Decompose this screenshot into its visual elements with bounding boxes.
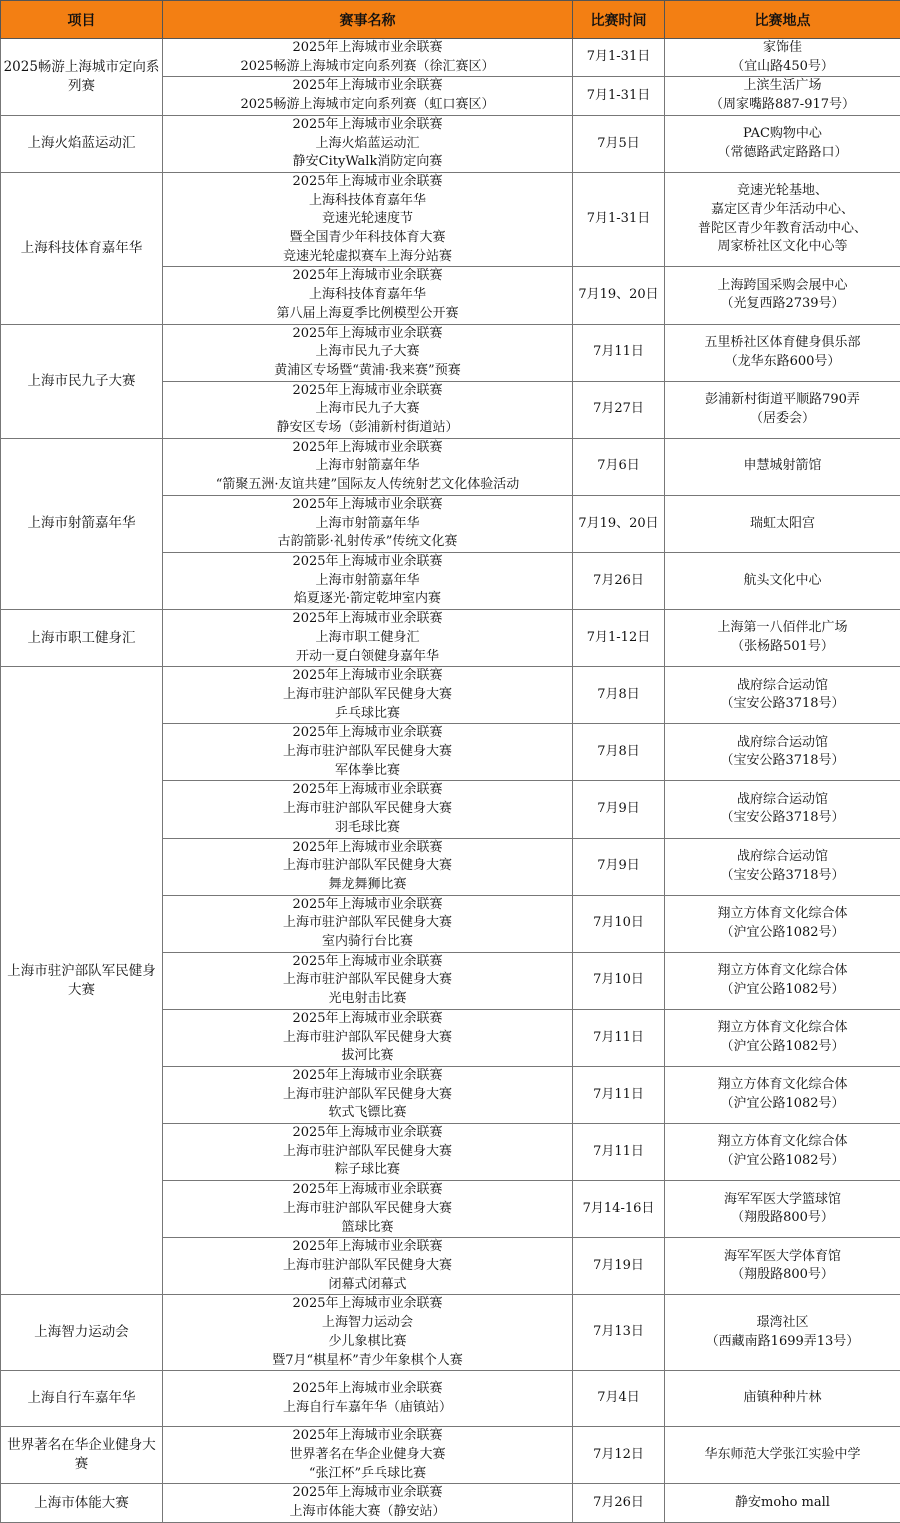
event-place-cell: [665, 724, 900, 781]
event-time-cell: [573, 495, 665, 552]
project-name: 上海市射箭嘉年华: [3, 514, 160, 533]
event-place-line: PAC购物中心: [667, 125, 898, 144]
event-place-cell: [665, 1295, 900, 1371]
event-place-line: （宝安公路3718号）: [667, 867, 898, 886]
event-time: 7月14-16日: [575, 1200, 662, 1219]
event-name-cell: [163, 838, 573, 895]
event-place-line: （宝安公路3718号）: [667, 752, 898, 771]
event-name-line: 2025年上海城市业余联赛: [165, 267, 570, 286]
event-name-line: 上海市驻沪部队军民健身大赛: [165, 1257, 570, 1276]
event-place-line: （沪宜公路1082号）: [667, 1038, 898, 1057]
event-name-line: 2025年上海城市业余联赛: [165, 1238, 570, 1257]
event-time: 7月19、20日: [575, 286, 662, 305]
event-name-line: 2025年上海城市业余联赛: [165, 439, 570, 458]
project-cell: [1, 1295, 163, 1371]
event-name-cell: [163, 952, 573, 1009]
event-name-line: 焰夏逐光·箭定乾坤室内赛: [165, 590, 570, 609]
event-place-line: （沪宜公路1082号）: [667, 1095, 898, 1114]
event-time: 7月27日: [575, 400, 662, 419]
event-place-line: （沪宜公路1082号）: [667, 1152, 898, 1171]
event-name-cell: [163, 1009, 573, 1066]
event-place-line: （翔殷路800号）: [667, 1209, 898, 1228]
event-name-cell: [163, 1124, 573, 1181]
event-time: 7月26日: [575, 1494, 662, 1513]
event-time: 7月13日: [575, 1323, 662, 1342]
table-row: [1, 1371, 900, 1427]
event-name-line: 上海市驻沪部队军民健身大赛: [165, 1143, 570, 1162]
event-name-line: 闭幕式闭幕式: [165, 1276, 570, 1295]
project-name: 上海市驻沪部队军民健身大赛: [3, 962, 160, 1000]
event-time: 7月8日: [575, 686, 662, 705]
event-name-cell: [163, 381, 573, 438]
event-name-line: 2025畅游上海城市定向系列赛（虹口赛区）: [165, 96, 570, 115]
event-time-cell: [573, 1484, 665, 1522]
event-place-line: （常德路武定路路口）: [667, 144, 898, 163]
event-time-cell: [573, 610, 665, 667]
event-time-cell: [573, 1066, 665, 1123]
event-place-line: 家饰佳: [667, 39, 898, 58]
event-place-line: 上海跨国采购会展中心: [667, 277, 898, 296]
table-row: [1, 1484, 900, 1522]
event-name-cell: [163, 1181, 573, 1238]
event-time-cell: [573, 77, 665, 115]
event-name-line: 2025年上海城市业余联赛: [165, 839, 570, 858]
event-name-line: 古韵箭影·礼射传承”传统文化赛: [165, 533, 570, 552]
event-place-line: 嘉定区青少年活动中心、: [667, 201, 898, 220]
project-cell: [1, 324, 163, 438]
event-name-line: 舞龙舞狮比赛: [165, 876, 570, 895]
event-name-line: 2025年上海城市业余联赛: [165, 667, 570, 686]
event-time: 7月1-31日: [575, 210, 662, 229]
event-place-cell: [665, 267, 900, 324]
event-name-cell: [163, 1427, 573, 1484]
event-name-line: 2025年上海城市业余联赛: [165, 382, 570, 401]
event-time: 7月11日: [575, 343, 662, 362]
event-place-line: 静安moho mall: [667, 1494, 898, 1513]
event-time: 7月9日: [575, 800, 662, 819]
event-name-line: 粽子球比赛: [165, 1161, 570, 1180]
event-name-line: 2025畅游上海城市定向系列赛（徐汇赛区）: [165, 58, 570, 77]
event-name-line: 竞速光轮速度节: [165, 210, 570, 229]
event-place-line: 彭浦新村街道平顺路790弄: [667, 391, 898, 410]
event-place-line: 上海第一八佰伴北广场: [667, 619, 898, 638]
event-name-line: 上海市民九子大赛: [165, 343, 570, 362]
event-name-line: 2025年上海城市业余联赛: [165, 953, 570, 972]
table-row: [1, 324, 900, 381]
table-row: [1, 39, 900, 77]
event-time: 7月11日: [575, 1086, 662, 1105]
table-row: [1, 172, 900, 267]
event-place-cell: [665, 667, 900, 724]
event-name-line: 军体拳比赛: [165, 762, 570, 781]
project-name: 上海自行车嘉年华: [3, 1389, 160, 1408]
event-place-cell: [665, 172, 900, 267]
event-name-line: 上海市射箭嘉年华: [165, 572, 570, 591]
event-time-cell: [573, 838, 665, 895]
event-time-cell: [573, 952, 665, 1009]
event-place-line: （沪宜公路1082号）: [667, 981, 898, 1000]
event-name-line: 2025年上海城市业余联赛: [165, 1295, 570, 1314]
event-place-line: （龙华东路600号）: [667, 353, 898, 372]
event-name-line: 2025年上海城市业余联赛: [165, 173, 570, 192]
event-name-cell: [163, 172, 573, 267]
event-place-line: 璟湾社区: [667, 1314, 898, 1333]
event-place-line: 五里桥社区体育健身俱乐部: [667, 334, 898, 353]
event-name-line: 2025年上海城市业余联赛: [165, 896, 570, 915]
event-time: 7月8日: [575, 743, 662, 762]
event-time-cell: [573, 1371, 665, 1427]
event-name-line: 第八届上海夏季比例模型公开赛: [165, 305, 570, 324]
header-row: [1, 1, 900, 39]
event-place-line: 周家桥社区文化中心等: [667, 238, 898, 257]
event-name-line: 2025年上海城市业余联赛: [165, 553, 570, 572]
event-name-line: 少儿象棋比赛: [165, 1333, 570, 1352]
event-name-line: 上海市职工健身汇: [165, 629, 570, 648]
project-name: 上海市民九子大赛: [3, 372, 160, 391]
project-name: 2025畅游上海城市定向系列赛: [3, 58, 160, 96]
project-name: 上海科技体育嘉年华: [3, 239, 160, 258]
event-name-line: 上海市驻沪部队军民健身大赛: [165, 857, 570, 876]
event-time-cell: [573, 1427, 665, 1484]
event-place-cell: [665, 39, 900, 77]
event-name-cell: [163, 610, 573, 667]
event-place-cell: [665, 495, 900, 552]
event-name-cell: [163, 895, 573, 952]
event-name-line: 上海市射箭嘉年华: [165, 515, 570, 534]
event-time-cell: [573, 781, 665, 838]
event-place-line: （张杨路501号）: [667, 638, 898, 657]
event-name-cell: [163, 552, 573, 609]
event-name-line: 上海市驻沪部队军民健身大赛: [165, 743, 570, 762]
event-place-cell: [665, 552, 900, 609]
event-name-line: 2025年上海城市业余联赛: [165, 116, 570, 135]
event-place-cell: [665, 381, 900, 438]
event-time: 7月26日: [575, 572, 662, 591]
table-row: [1, 667, 900, 724]
project-cell: [1, 1484, 163, 1522]
project-cell: [1, 610, 163, 667]
event-place-line: 海军军医大学体育馆: [667, 1248, 898, 1267]
event-time: 7月1-31日: [575, 48, 662, 67]
event-place-line: （沪宜公路1082号）: [667, 924, 898, 943]
event-name-cell: [163, 438, 573, 495]
event-name-line: 上海科技体育嘉年华: [165, 192, 570, 211]
event-time-cell: [573, 39, 665, 77]
event-time-cell: [573, 1295, 665, 1371]
event-place-cell: [665, 77, 900, 115]
event-time-cell: [573, 115, 665, 172]
event-place-line: 庙镇种种片林: [667, 1389, 898, 1408]
event-name-cell: [163, 1238, 573, 1295]
project-name: 上海市职工健身汇: [3, 629, 160, 648]
event-name-line: 上海市驻沪部队军民健身大赛: [165, 1086, 570, 1105]
project-cell: [1, 1371, 163, 1427]
event-place-cell: [665, 1484, 900, 1522]
event-name-line: 2025年上海城市业余联赛: [165, 724, 570, 743]
event-time: 7月19、20日: [575, 515, 662, 534]
event-time: 7月11日: [575, 1143, 662, 1162]
event-place-line: 竞速光轮基地、: [667, 182, 898, 201]
event-name-cell: [163, 1295, 573, 1371]
project-name: 上海火焰蓝运动汇: [3, 134, 160, 153]
event-place-line: 翔立方体育文化综合体: [667, 905, 898, 924]
event-time: 7月1-12日: [575, 629, 662, 648]
event-time-cell: [573, 667, 665, 724]
event-place-line: （光复西路2739号）: [667, 295, 898, 314]
event-name-cell: [163, 1484, 573, 1522]
event-place-cell: [665, 1238, 900, 1295]
event-time-cell: [573, 438, 665, 495]
event-time: 7月9日: [575, 857, 662, 876]
event-name-cell: [163, 1371, 573, 1427]
event-place-line: 战府综合运动馆: [667, 734, 898, 753]
event-name-line: 静安区专场（彭浦新村街道站）: [165, 419, 570, 438]
event-place-line: 翔立方体育文化综合体: [667, 1076, 898, 1095]
event-place-line: 翔立方体育文化综合体: [667, 1019, 898, 1038]
event-name-cell: [163, 39, 573, 77]
event-place-line: （西藏南路1699弄13号）: [667, 1333, 898, 1352]
event-name-cell: [163, 667, 573, 724]
event-name-line: 暨7月“棋星杯”青少年象棋个人赛: [165, 1352, 570, 1371]
event-name-cell: [163, 1066, 573, 1123]
event-name-cell: [163, 495, 573, 552]
event-name-line: 2025年上海城市业余联赛: [165, 77, 570, 96]
event-time-cell: [573, 324, 665, 381]
event-name-line: 开动一夏白领健身嘉年华: [165, 648, 570, 667]
project-cell: [1, 172, 163, 324]
event-time-cell: [573, 267, 665, 324]
table-row: [1, 610, 900, 667]
table-row: [1, 1295, 900, 1371]
event-place-cell: [665, 781, 900, 838]
event-place-line: （宝安公路3718号）: [667, 695, 898, 714]
event-name-line: 拔河比赛: [165, 1047, 570, 1066]
event-name-line: 乒乓球比赛: [165, 705, 570, 724]
event-name-line: 2025年上海城市业余联赛: [165, 610, 570, 629]
event-time: 7月12日: [575, 1446, 662, 1465]
event-name-line: 黄浦区专场暨“黄浦·我来赛”预赛: [165, 362, 570, 381]
event-place-cell: [665, 952, 900, 1009]
table-row: [1, 1427, 900, 1484]
event-place-line: 华东师范大学张江实验中学: [667, 1446, 898, 1465]
event-time-cell: [573, 1181, 665, 1238]
event-time: 7月19日: [575, 1257, 662, 1276]
event-name-line: 上海市民九子大赛: [165, 400, 570, 419]
event-name-line: 2025年上海城市业余联赛: [165, 39, 570, 58]
event-name-line: 静安CityWalk消防定向赛: [165, 153, 570, 172]
event-place-cell: [665, 1181, 900, 1238]
event-name-line: 上海火焰蓝运动汇: [165, 135, 570, 154]
event-time: 7月10日: [575, 971, 662, 990]
event-name-line: 2025年上海城市业余联赛: [165, 325, 570, 344]
event-name-line: 2025年上海城市业余联赛: [165, 1484, 570, 1503]
event-name-line: 2025年上海城市业余联赛: [165, 1124, 570, 1143]
project-name: 上海智力运动会: [3, 1323, 160, 1342]
event-name-line: 2025年上海城市业余联赛: [165, 1010, 570, 1029]
event-name-line: 篮球比赛: [165, 1219, 570, 1238]
event-place-cell: [665, 1371, 900, 1427]
header-event-name: 赛事名称: [163, 1, 573, 39]
event-place-cell: [665, 438, 900, 495]
event-name-cell: [163, 115, 573, 172]
event-name-line: 上海市驻沪部队军民健身大赛: [165, 914, 570, 933]
event-name-line: 上海市驻沪部队军民健身大赛: [165, 800, 570, 819]
event-place-line: （宜山路450号）: [667, 58, 898, 77]
header-time: 比赛时间: [573, 1, 665, 39]
event-name-line: 2025年上海城市业余联赛: [165, 1380, 570, 1399]
event-place-line: 战府综合运动馆: [667, 791, 898, 810]
event-name-line: “箭聚五洲·友谊共建”国际友人传统射艺文化体验活动: [165, 476, 570, 495]
event-place-line: 上滨生活广场: [667, 77, 898, 96]
event-place-cell: [665, 324, 900, 381]
project-cell: [1, 667, 163, 1295]
event-time: 7月10日: [575, 914, 662, 933]
event-time: 7月1-31日: [575, 87, 662, 106]
event-time: 7月4日: [575, 1389, 662, 1408]
event-place-line: （宝安公路3718号）: [667, 809, 898, 828]
event-name-cell: [163, 267, 573, 324]
event-name-line: 2025年上海城市业余联赛: [165, 781, 570, 800]
event-time-cell: [573, 895, 665, 952]
project-name: 上海市体能大赛: [3, 1494, 160, 1513]
event-name-line: 世界著名在华企业健身大赛: [165, 1446, 570, 1465]
event-place-line: （周家嘴路887-917号）: [667, 96, 898, 115]
event-place-line: 普陀区青少年教育活动中心、: [667, 220, 898, 239]
event-name-line: 竞速光轮虚拟赛车上海分站赛: [165, 248, 570, 267]
table-body: [1, 39, 900, 1523]
event-time-cell: [573, 1238, 665, 1295]
event-name-cell: [163, 724, 573, 781]
event-time: 7月6日: [575, 457, 662, 476]
event-place-line: 瑞虹太阳宫: [667, 515, 898, 534]
event-name-line: 上海市驻沪部队军民健身大赛: [165, 1029, 570, 1048]
event-time-cell: [573, 724, 665, 781]
event-place-cell: [665, 1124, 900, 1181]
event-name-line: 上海市射箭嘉年华: [165, 457, 570, 476]
event-time: 7月11日: [575, 1029, 662, 1048]
event-place-cell: [665, 1009, 900, 1066]
header-project: 项目: [1, 1, 163, 39]
event-place-cell: [665, 895, 900, 952]
event-place-line: 战府综合运动馆: [667, 677, 898, 696]
event-time: 7月5日: [575, 135, 662, 154]
event-name-cell: [163, 77, 573, 115]
event-name-line: 2025年上海城市业余联赛: [165, 1181, 570, 1200]
event-name-line: 上海市驻沪部队军民健身大赛: [165, 971, 570, 990]
event-name-cell: [163, 324, 573, 381]
event-name-line: 光电射击比赛: [165, 990, 570, 1009]
event-name-line: 2025年上海城市业余联赛: [165, 496, 570, 515]
event-time-cell: [573, 1124, 665, 1181]
event-name-line: 2025年上海城市业余联赛: [165, 1067, 570, 1086]
event-place-cell: [665, 115, 900, 172]
event-name-cell: [163, 781, 573, 838]
event-name-line: 上海市驻沪部队军民健身大赛: [165, 686, 570, 705]
event-place-cell: [665, 610, 900, 667]
project-cell: [1, 1427, 163, 1484]
event-name-line: 上海科技体育嘉年华: [165, 286, 570, 305]
header-place: 比赛地点: [665, 1, 900, 39]
event-place-cell: [665, 1427, 900, 1484]
event-name-line: 上海智力运动会: [165, 1314, 570, 1333]
event-place-line: 翔立方体育文化综合体: [667, 962, 898, 981]
event-place-line: 申慧城射箭馆: [667, 457, 898, 476]
event-time-cell: [573, 552, 665, 609]
event-place-line: 翔立方体育文化综合体: [667, 1133, 898, 1152]
event-time-cell: [573, 381, 665, 438]
project-cell: [1, 438, 163, 609]
project-cell: [1, 39, 163, 116]
event-name-line: 上海市驻沪部队军民健身大赛: [165, 1200, 570, 1219]
event-place-line: （居委会）: [667, 410, 898, 429]
project-name: 世界著名在华企业健身大赛: [3, 1436, 160, 1474]
event-name-line: “张江杯”乒乓球比赛: [165, 1465, 570, 1484]
event-name-line: 2025年上海城市业余联赛: [165, 1427, 570, 1446]
table-row: [1, 115, 900, 172]
event-place-cell: [665, 838, 900, 895]
event-place-line: （翔殷路800号）: [667, 1266, 898, 1285]
event-time-cell: [573, 172, 665, 267]
event-time-cell: [573, 1009, 665, 1066]
event-place-line: 海军军医大学篮球馆: [667, 1191, 898, 1210]
event-name-line: 羽毛球比赛: [165, 819, 570, 838]
event-place-line: 战府综合运动馆: [667, 848, 898, 867]
event-name-line: 暨全国青少年科技体育大赛: [165, 229, 570, 248]
event-name-line: 上海自行车嘉年华（庙镇站）: [165, 1399, 570, 1418]
event-name-line: 上海市体能大赛（静安站）: [165, 1503, 570, 1522]
event-place-cell: [665, 1066, 900, 1123]
table-row: [1, 438, 900, 495]
event-place-line: 航头文化中心: [667, 572, 898, 591]
project-cell: [1, 115, 163, 172]
event-name-line: 软式飞镖比赛: [165, 1104, 570, 1123]
event-name-line: 室内骑行台比赛: [165, 933, 570, 952]
